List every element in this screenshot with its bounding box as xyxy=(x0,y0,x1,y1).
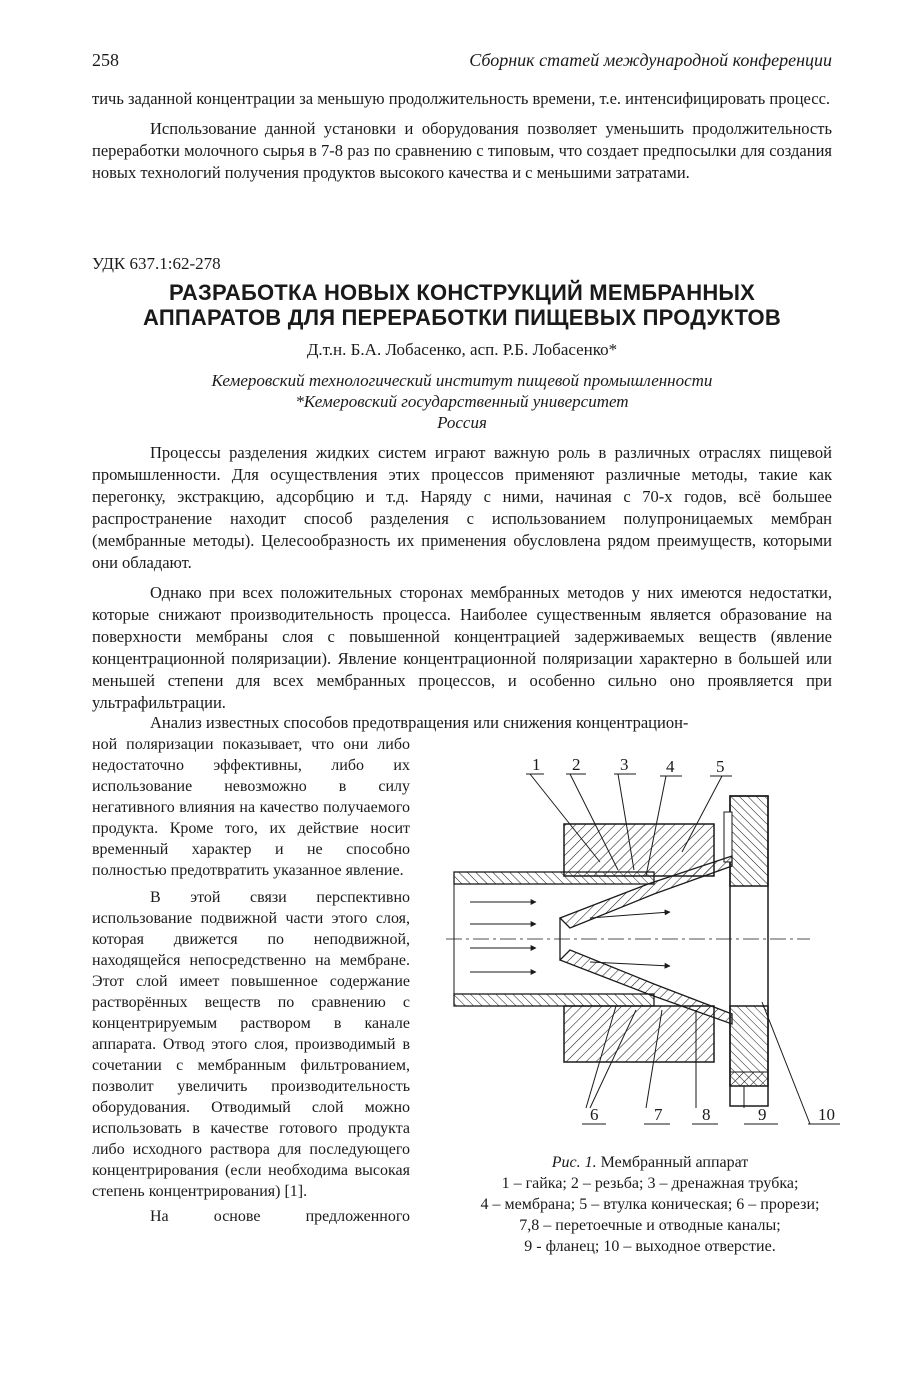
authors: Д.т.н. Б.А. Лобасенко, асп. Р.Б. Лобасенко* xyxy=(306,340,618,359)
affiliations xyxy=(92,370,832,433)
paragraph-2: Однако при всех положительных сторонах мембранных методов у них имеются недостатки, которые снижают производительность процесса. Наиболее существенным является образование на поверхности мембраны слоя с повышенной концентрацией задерживаемых веществ (явление концентрационной поляризации). Явление концентрационной поляризации характерно в большей или меньшей степени для всех мембранных процессов, и особенно сильно оно проявляется при ультрафильтрации. xyxy=(92,583,832,712)
page-header xyxy=(92,50,832,76)
title-line-1: РАЗРАБОТКА НОВЫХ КОНСТРУКЦИЙ МЕМБРАННЫХ xyxy=(168,280,756,305)
membrane-apparatus-figure xyxy=(440,752,860,1142)
analysis-first-line xyxy=(92,712,832,734)
left-column xyxy=(92,734,410,1227)
figure-drawing xyxy=(440,752,860,1142)
intro-paragraph-2: Использование данной установки и оборудования позволяет уменьшить продолжительность переработки молочного сырья в 7-8 раз по сравнению с типовым, что создает предпосылки для создания новых технологий получения продуктов высокого качества и с меньшими затратами. xyxy=(92,119,832,182)
caption-line-2: 4 – мембрана; 5 – втулка коническая; 6 – прорези; xyxy=(480,1196,820,1213)
caption-line-4: 9 - фланец; 10 – выходное отверстие. xyxy=(524,1238,776,1255)
intro-paragraph-1: тичь заданной концентрации за меньшую продолжительность времени, т.е. интенсифицировать процесс. xyxy=(92,89,831,108)
affiliation-2: *Кемеровский государственный университет xyxy=(295,392,629,411)
article-title xyxy=(92,280,832,330)
label-2: 2 xyxy=(572,755,581,774)
label-5: 5 xyxy=(716,757,725,776)
caption-line-3: 7,8 – перетоечные и отводные каналы; xyxy=(519,1217,781,1234)
label-10: 10 xyxy=(818,1105,835,1124)
title-line-2: АППАРАТОВ ДЛЯ ПЕРЕРАБОТКИ ПИЩЕВЫХ ПРОДУКТОВ xyxy=(143,305,781,330)
label-9: 9 xyxy=(758,1105,767,1124)
journal-title: Сборник статей международной конференции xyxy=(469,50,832,70)
analysis-line: Анализ известных способов предотвращения или снижения концентрацион- xyxy=(150,713,689,732)
caption-title: Мембранный аппарат xyxy=(600,1154,749,1171)
left-column-paragraph-3: На основе предложенного xyxy=(150,1208,410,1225)
caption-title-line xyxy=(430,1152,870,1173)
caption-label: Рис. 1. xyxy=(551,1154,597,1171)
udk-code: УДК 637.1:62-278 xyxy=(92,254,221,273)
page-number: 258 xyxy=(92,50,119,70)
left-column-paragraph-2: В этой связи перспективно использование подвижной части этого слоя, которая движется по неподвижной, находящейся непосредственно на мембране. Этот слой имеет повышенное содержание растворённых веществ по сравнению с концентрируемым раствором в канале аппарата. Отвод этого слоя, производимый в сочетании с мембранным фильтрованием, позволит увеличить производительность оборудования. Отводимый слой можно использовать в качестве готового продукта либо исходного раствора для последующего концентрирования (если необходима высокая степень концентрирования) [1]. xyxy=(92,889,410,1200)
label-4: 4 xyxy=(666,757,675,776)
intro-text xyxy=(92,88,832,184)
label-8: 8 xyxy=(702,1105,711,1124)
country: Россия xyxy=(437,413,487,432)
affiliation-1: Кемеровский технологический институт пищевой промышленности xyxy=(211,371,713,390)
paragraph-1: Процессы разделения жидких систем играют важную роль в различных отраслях пищевой промышленности. Для осуществления этих процессов применяют различные методы, такие как перегонку, экстракцию, адсорбцию и т.д. Наряду с ними, начиная с 70-х годов, всё большее распространение находит способ разделения с использованием полупроницаемых мембран (мембранные методы). Целесообразность их применения обусловлена рядом преимуществ, которыми они обладают. xyxy=(92,443,832,572)
left-column-continuation: ной поляризации показывает, что они либо недостаточно эффективны, либо их использование невозможно в силу негативного влияния на качество получаемого продукта. Кроме того, их действие носит временный характер и не способно полностью предотвратить указанное явление. xyxy=(92,736,410,879)
label-7: 7 xyxy=(654,1105,663,1124)
figure-caption xyxy=(430,1152,870,1257)
label-6: 6 xyxy=(590,1105,599,1124)
label-1: 1 xyxy=(532,755,541,774)
label-3: 3 xyxy=(620,755,629,774)
body-text xyxy=(92,442,832,714)
caption-line-1: 1 – гайка; 2 – резьба; 3 – дренажная трубка; xyxy=(501,1175,799,1192)
